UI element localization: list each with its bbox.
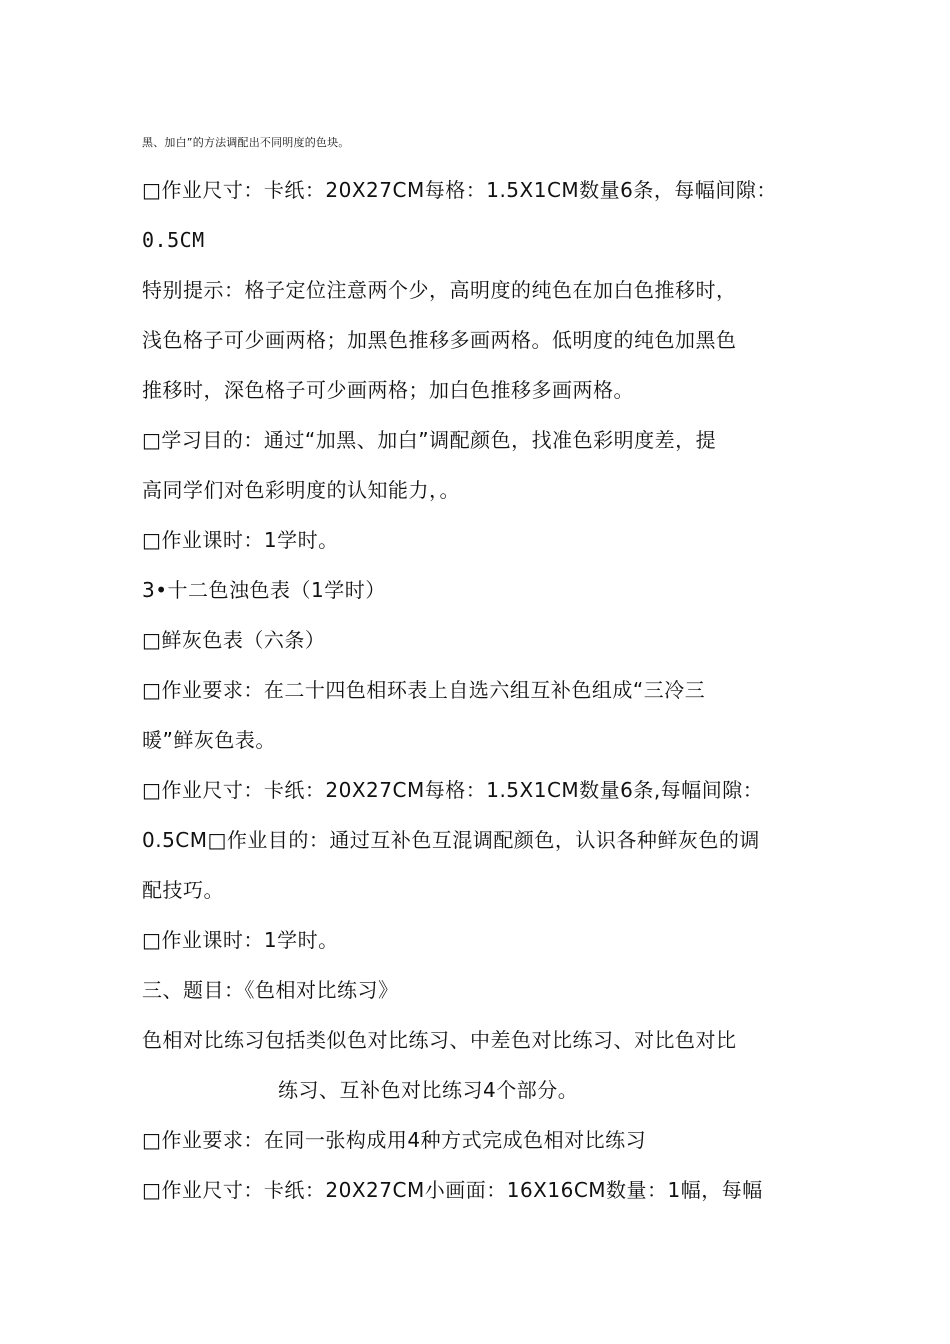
text-line-requirement-3: □作业要求：在同一张构成用4种方式完成色相对比练习 xyxy=(142,1128,647,1152)
text-line-gap-purpose: 0.5CM□作业目的：通过互补色互混调配颜色，认识各种鲜灰色的调 xyxy=(142,828,760,852)
text-line-gap-1: 0.5CM xyxy=(142,228,205,252)
text-line-size-3: □作业尺寸：卡纸：20X27CM小画面：16X16CM数量：1幅，每幅 xyxy=(142,1178,763,1202)
text-line-tip-1: 特别提示：格子定位注意两个少，高明度的纯色在加白色推移时， xyxy=(142,278,737,302)
text-line-intro: 黑、加白”的方法调配出不同明度的色块。 xyxy=(142,136,350,149)
text-line-hours-1: □作业课时：1学时。 xyxy=(142,528,339,552)
text-line-hours-2: □作业课时：1学时。 xyxy=(142,928,339,952)
text-line-contrast-2: 练习、互补色对比练习4个部分。 xyxy=(278,1078,579,1102)
text-line-table-title: □鲜灰色表（六条） xyxy=(142,628,326,652)
text-line-requirement-2: 暖”鲜灰色表。 xyxy=(142,728,276,752)
section-heading-three: 三、题目：《色相对比练习》 xyxy=(142,978,399,1002)
section-heading-3: 3•十二色浊色表（1学时） xyxy=(142,578,386,602)
text-line-tip-3: 推移时，深色格子可少画两格；加白色推移多画两格。 xyxy=(142,378,634,402)
text-line-purpose-end: 配技巧。 xyxy=(142,878,224,902)
text-line-purpose-1: □学习目的：通过“加黑、加白”调配颜色，找准色彩明度差，提 xyxy=(142,428,717,452)
text-line-requirement-1: □作业要求：在二十四色相环表上自选六组互补色组成“三冷三 xyxy=(142,678,706,702)
text-line-contrast-1: 色相对比练习包括类似色对比练习、中差色对比练习、对比色对比 xyxy=(142,1028,737,1052)
text-line-purpose-2: 高同学们对色彩明度的认知能力，。 xyxy=(142,478,460,502)
text-line-size-2: □作业尺寸：卡纸：20X27CM每格：1.5X1CM数量6条,每幅间隙： xyxy=(142,778,764,802)
text-line-tip-2: 浅色格子可少画两格；加黑色推移多画两格。低明度的纯色加黑色 xyxy=(142,328,737,352)
text-line-size-1: □作业尺寸：卡纸：20X27CM每格：1.5X1CM数量6条，每幅间隙： xyxy=(142,178,777,202)
